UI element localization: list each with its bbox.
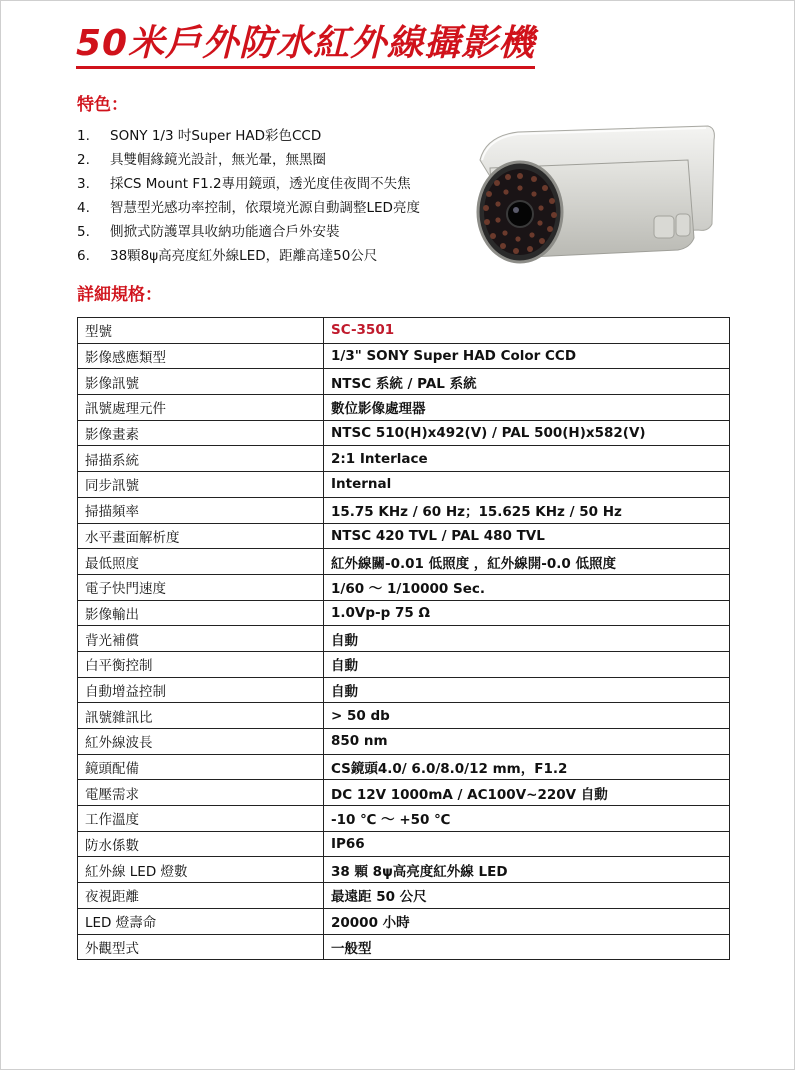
- ir-camera-photo-icon: [468, 120, 718, 280]
- spec-value: 38 顆 8ψ高亮度紅外線 LED: [324, 857, 730, 883]
- table-row: [78, 626, 730, 652]
- feature-item: 5. 側掀式防護罩具收納功能適合戶外安裝: [77, 224, 340, 240]
- spec-label: 訊號雜訊比: [78, 703, 324, 729]
- table-row: [78, 395, 730, 421]
- table-row: [78, 446, 730, 472]
- spec-value: 一般型: [324, 934, 730, 960]
- table-row: [78, 831, 730, 857]
- spec-label: 工作溫度: [78, 806, 324, 832]
- table-row: [78, 857, 730, 883]
- table-row: [78, 523, 730, 549]
- feature-item: 4. 智慧型光感功率控制，依環境光源自動調整LED亮度: [77, 200, 420, 216]
- table-row: [78, 780, 730, 806]
- spec-label: 電子快門速度: [78, 574, 324, 600]
- feature-item: 2. 具雙帽緣鏡光設計，無光暈，無黑圈: [77, 152, 326, 168]
- spec-label: 防水係數: [78, 831, 324, 857]
- spec-value: -10 ℃ ～ +50 ℃: [324, 806, 730, 832]
- spec-label: LED 燈壽命: [78, 908, 324, 934]
- table-row: [78, 343, 730, 369]
- spec-value: 自動: [324, 626, 730, 652]
- spec-value: > 50 db: [324, 703, 730, 729]
- spec-label: 影像輸出: [78, 600, 324, 626]
- spec-value: 2:1 Interlace: [324, 446, 730, 472]
- table-row: [78, 318, 730, 344]
- table-row: [78, 754, 730, 780]
- spec-value: 自動: [324, 651, 730, 677]
- table-row: [78, 574, 730, 600]
- specs-heading: 詳細規格：: [77, 285, 162, 305]
- spec-label: 白平衡控制: [78, 651, 324, 677]
- spec-label: 水平畫面解析度: [78, 523, 324, 549]
- table-row: [78, 934, 730, 960]
- table-row: [78, 549, 730, 575]
- spec-value: 1.0Vp-p 75 Ω: [324, 600, 730, 626]
- spec-label: 型號: [78, 318, 324, 344]
- spec-label: 鏡頭配備: [78, 754, 324, 780]
- table-row: [78, 497, 730, 523]
- spec-value: 1/3" SONY Super HAD Color CCD: [324, 343, 730, 369]
- spec-value: 20000 小時: [324, 908, 730, 934]
- feature-item: 1. SONY 1/3 吋Super HAD彩色CCD: [77, 128, 322, 144]
- spec-value: CS鏡頭4.0/ 6.0/8.0/12 mm，F1.2: [324, 754, 730, 780]
- spec-label: 訊號處理元件: [78, 395, 324, 421]
- spec-value: DC 12V 1000mA / AC100V~220V 自動: [324, 780, 730, 806]
- spec-value: 自動: [324, 677, 730, 703]
- spec-value: 紅外線關-0.01 低照度 ，紅外線開-0.0 低照度: [324, 549, 730, 575]
- features-list: [77, 124, 420, 268]
- table-row: [78, 677, 730, 703]
- spec-label: 紅外線波長: [78, 729, 324, 755]
- spec-label: 掃描頻率: [78, 497, 324, 523]
- spec-label: 自動增益控制: [78, 677, 324, 703]
- table-row: [78, 908, 730, 934]
- table-row: [78, 883, 730, 909]
- spec-value: 15.75 KHz / 60 Hz；15.625 KHz / 50 Hz: [324, 497, 730, 523]
- spec-label: 最低照度: [78, 549, 324, 575]
- spec-label: 外觀型式: [78, 934, 324, 960]
- spec-label: 影像畫素: [78, 420, 324, 446]
- table-row: [78, 600, 730, 626]
- spec-value: 最遠距 50 公尺: [324, 883, 730, 909]
- spec-value: NTSC 系統 / PAL 系統: [324, 369, 730, 395]
- table-row: [78, 420, 730, 446]
- spec-value: NTSC 420 TVL / PAL 480 TVL: [324, 523, 730, 549]
- features-heading: 特色：: [77, 95, 128, 115]
- table-row: [78, 806, 730, 832]
- spec-label: 同步訊號: [78, 472, 324, 498]
- table-row: [78, 703, 730, 729]
- spec-value: SC-3501: [324, 318, 730, 344]
- table-row: [78, 729, 730, 755]
- spec-label: 掃描系統: [78, 446, 324, 472]
- page-title: 50米戶外防水紅外線攝影機: [76, 22, 535, 69]
- spec-label: 電壓需求: [78, 780, 324, 806]
- spec-label: 背光補償: [78, 626, 324, 652]
- table-row: [78, 651, 730, 677]
- table-row: [78, 472, 730, 498]
- spec-value: Internal: [324, 472, 730, 498]
- spec-value: 850 nm: [324, 729, 730, 755]
- feature-item: 6. 38顆8ψ高亮度紅外線LED，距離高達50公尺: [77, 248, 378, 264]
- feature-item: 3. 採CS Mount F1.2專用鏡頭，透光度佳夜間不失焦: [77, 176, 411, 192]
- table-row: [78, 369, 730, 395]
- spec-value: NTSC 510(H)x492(V) / PAL 500(H)x582(V): [324, 420, 730, 446]
- spec-table: [77, 317, 730, 960]
- spec-label: 影像訊號: [78, 369, 324, 395]
- spec-label: 夜視距離: [78, 883, 324, 909]
- spec-label: 影像感應類型: [78, 343, 324, 369]
- spec-value: 數位影像處理器: [324, 395, 730, 421]
- spec-value: IP66: [324, 831, 730, 857]
- spec-label: 紅外線 LED 燈數: [78, 857, 324, 883]
- spec-value: 1/60 ～ 1/10000 Sec.: [324, 574, 730, 600]
